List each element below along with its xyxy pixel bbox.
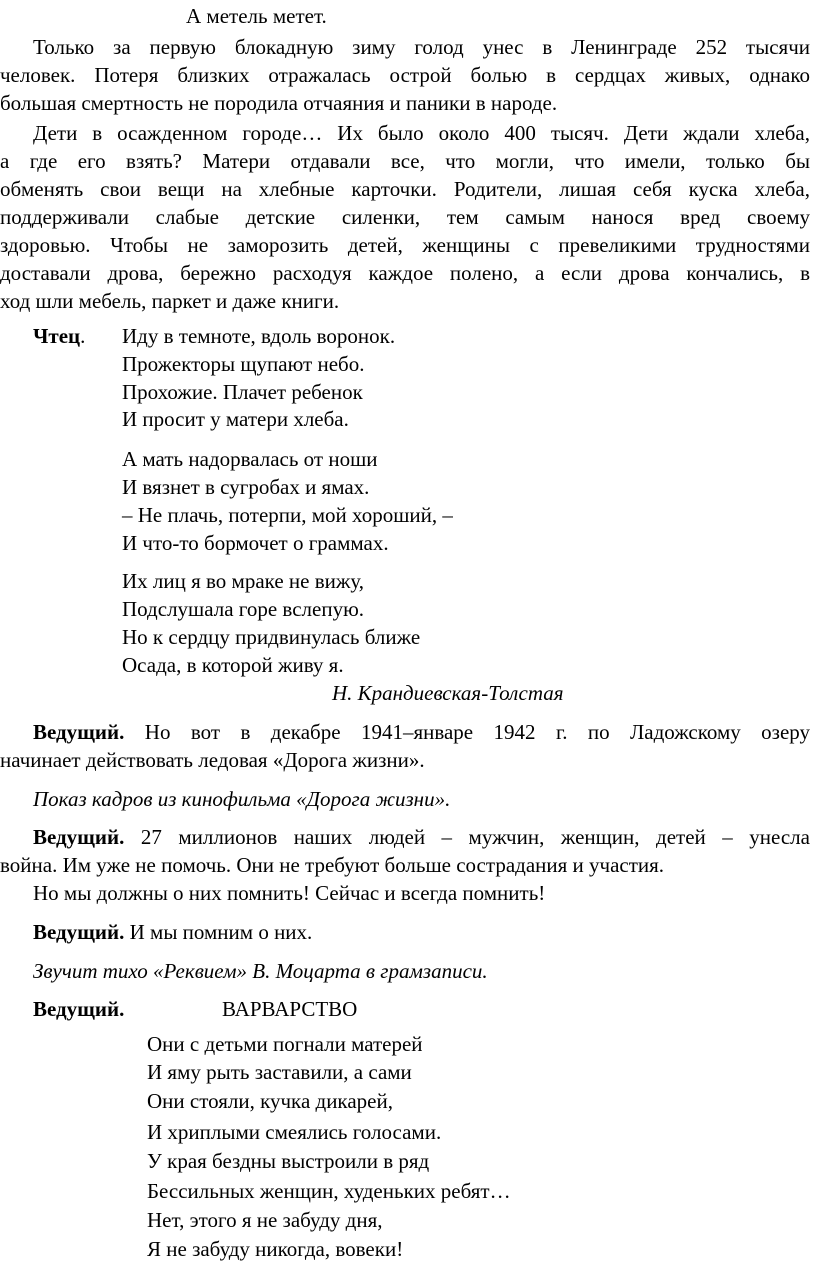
- host1-line-2: начинает действовать ледовая «Дорога жизни».: [0, 748, 425, 772]
- para2-line-4: поддерживали слабые детские силенки, тем самым нанося вред своему: [0, 205, 810, 229]
- stanza3-line-4: Осада, в которой живу я.: [122, 653, 344, 677]
- para1-line-1: Только за первую блокадную зиму голод унес в Ленинграде 252 тысячи: [33, 35, 810, 59]
- para1-line-2: человек. Потеря близких отражалась острой болью в сердцах живых, однако: [0, 63, 810, 87]
- para1-line-3: большая смертность не породила отчаяния и паники в народе.: [0, 91, 558, 115]
- host3-text: И мы помним о них.: [124, 920, 313, 944]
- host2-label: Ведущий.: [33, 825, 125, 849]
- poem-author: Н. Крандиевская-Толстая: [332, 681, 564, 705]
- reader-label-name: Чтец: [33, 324, 81, 348]
- host3-label: Ведущий.: [33, 920, 125, 944]
- barbarism-line-4: И хриплыми смеялись голосами.: [147, 1120, 442, 1144]
- host1-text-1: Но вот в декабре 1941–январе 1942 г. по Ладожскому озеру: [124, 720, 810, 744]
- barbarism-line-5: У края бездны выстроили в ряд: [147, 1149, 430, 1173]
- para2-line-3: обменять свои вещи на хлебные карточки. Родители, лишая себя куска хлеба,: [0, 177, 810, 201]
- poem-title: ВАРВАРСТВО: [222, 997, 358, 1021]
- reader-label: [33, 322, 85, 350]
- stanza1-line-4: И просит у матери хлеба.: [122, 407, 349, 431]
- barbarism-line-3: Они стояли, кучка дикарей,: [147, 1089, 393, 1113]
- stanza1-line-3: Прохожие. Плачет ребенок: [122, 380, 363, 404]
- stanza2-line-4: И что-то бормочет о граммах.: [122, 531, 389, 555]
- host3-line: [33, 918, 312, 946]
- para2-line-7: ход шли мебель, паркет и даже книги.: [0, 289, 340, 313]
- stanza2-line-2: И вязнет в сугробах и ямах.: [122, 475, 370, 499]
- host2-line-3: Но мы должны о них помнить! Сейчас и всегда помнить!: [33, 881, 546, 905]
- barbarism-line-7: Нет, этого я не забуду дня,: [147, 1208, 383, 1232]
- top-line: А метель метет.: [186, 4, 327, 28]
- para2-line-2: а где его взять? Матери отдавали все, что могли, что имели, только бы: [0, 149, 810, 173]
- barbarism-line-2: И яму рыть заставили, а сами: [147, 1060, 412, 1084]
- para2-line-1: Дети в осажденном городе… Их было около 400 тысяч. Дети ждали хлеба,: [33, 121, 810, 145]
- stanza3-line-1: Их лиц я во мраке не вижу,: [122, 569, 365, 593]
- stanza2-line-3: – Не плачь, потерпи, мой хороший, –: [122, 503, 453, 527]
- barbarism-line-1: Они с детьми погнали матерей: [147, 1032, 423, 1056]
- stanza3-line-2: Подслушала горе вслепую.: [122, 597, 365, 621]
- host1-label: Ведущий.: [33, 720, 125, 744]
- stanza1-line-2: Прожекторы щупают небо.: [122, 352, 365, 376]
- barbarism-line-6: Бессильных женщин, худеньких ребят…: [147, 1179, 511, 1203]
- barbarism-line-8: Я не забуду никогда, вовеки!: [147, 1237, 404, 1261]
- host2-line-2: война. Им уже не помочь. Они не требуют больше сострадания и участия.: [0, 853, 665, 877]
- host2-text-1: 27 миллионов наших людей – мужчин, женщин, детей – унесла: [124, 825, 810, 849]
- reader-label-punct: .: [80, 324, 86, 348]
- host2-line-1: [33, 823, 810, 851]
- para2-line-6: доставали дрова, бережно расходуя каждое полено, а если дрова кончались, в: [0, 261, 810, 285]
- stanza1-line-1: Иду в темноте, вдоль воронок.: [122, 324, 396, 348]
- stanza3-line-3: Но к сердцу придвинулась ближе: [122, 625, 421, 649]
- para2-line-5: здоровью. Чтобы не заморозить детей, женщины с превеликими трудностями: [0, 233, 810, 257]
- host4-label: Ведущий.: [33, 997, 125, 1021]
- host1-line-1: [33, 718, 810, 746]
- stanza2-line-1: А мать надорвалась от ноши: [122, 447, 378, 471]
- stage-direction-2: Звучит тихо «Реквием» В. Моцарта в грамзаписи.: [33, 959, 488, 983]
- stage-direction-1: Показ кадров из кинофильма «Дорога жизни».: [33, 787, 451, 811]
